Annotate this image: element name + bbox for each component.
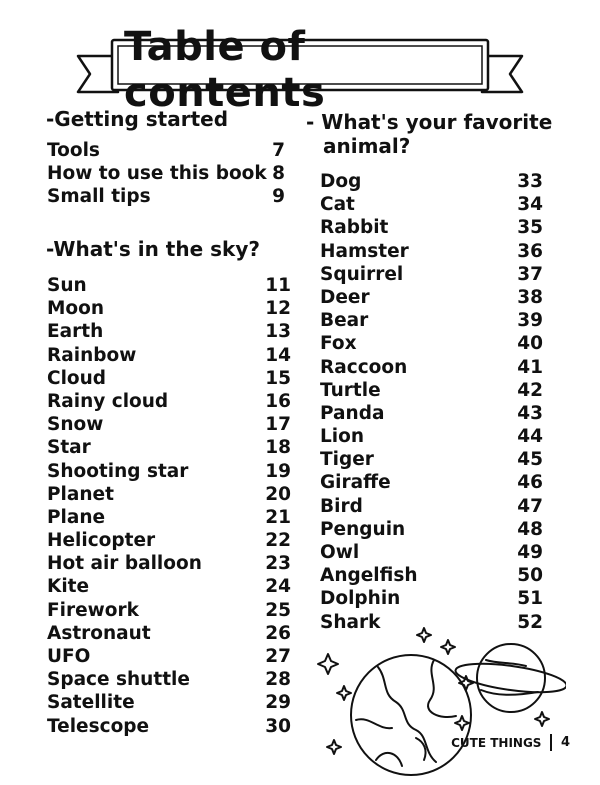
toc-entry	[320, 402, 543, 425]
toc-entry-page: 14	[265, 344, 291, 366]
toc-entry-label: Cloud	[47, 367, 107, 389]
toc-entry	[47, 645, 291, 668]
toc-entry-page: 43	[517, 402, 543, 424]
toc-entry	[320, 240, 543, 263]
toc-entry-label: Hamster	[320, 240, 409, 262]
toc-entry-page: 41	[517, 356, 543, 378]
footer-divider	[550, 734, 552, 751]
toc-entry-label: Plane	[47, 506, 106, 528]
section-title-animals	[306, 110, 552, 158]
toc-entry-page: 45	[517, 449, 543, 471]
toc-entry	[47, 185, 285, 208]
toc-entry	[47, 390, 291, 413]
toc-entry-page: 13	[265, 321, 291, 343]
toc-entry-page: 17	[265, 414, 291, 436]
toc-entry-label: Firework	[47, 599, 139, 621]
toc-entry-page: 16	[265, 390, 291, 412]
toc-entry-label: Lion	[320, 426, 365, 448]
toc-entry-label: Earth	[47, 321, 104, 343]
toc-entry	[47, 668, 291, 691]
toc-entry-label: Star	[47, 437, 91, 459]
toc-entry-label: Hot air balloon	[47, 553, 202, 575]
toc-entry-page: 26	[265, 622, 291, 644]
toc-entry-page: 49	[517, 542, 543, 563]
toc-entry-page: 46	[517, 472, 543, 494]
section-title-animals-line2: animal?	[323, 134, 411, 158]
toc-entry	[47, 367, 291, 390]
toc-entry	[320, 379, 543, 402]
toc-entry-label: Squirrel	[320, 263, 404, 285]
toc-entry-page: 9	[272, 186, 285, 208]
toc-entry-page: 33	[517, 171, 543, 192]
toc-entry-label: Helicopter	[47, 530, 156, 552]
toc-entry	[320, 309, 543, 332]
sparkle-icon	[455, 716, 469, 730]
toc-entry-label: Snow	[47, 414, 104, 436]
toc-entry	[320, 286, 543, 309]
toc-entry-page: 36	[517, 240, 543, 262]
toc-entry-page: 27	[265, 646, 291, 667]
toc-entry	[320, 216, 543, 239]
toc-entry-page: 11	[265, 275, 291, 296]
toc-entry	[320, 495, 543, 518]
toc-entry-page: 50	[517, 565, 543, 587]
toc-entry	[47, 274, 291, 297]
footer-page-number: 4	[560, 735, 570, 750]
toc-entry-page: 42	[517, 379, 543, 401]
ringed-planet-icon	[477, 644, 545, 712]
toc-entry-label: Turtle	[320, 379, 381, 401]
toc-entry	[320, 356, 543, 379]
toc-entry	[47, 622, 291, 645]
toc-entry-label: Tiger	[320, 449, 374, 471]
toc-entry-page: 18	[265, 437, 291, 459]
toc-entry	[320, 448, 543, 471]
toc-entry-label: Space shuttle	[47, 669, 190, 691]
toc-entry	[320, 193, 543, 216]
toc-entry-label: Shark	[320, 611, 381, 633]
toc-entry-label: Shooting star	[47, 460, 189, 482]
toc-entry	[47, 552, 291, 575]
toc-entry-label: Rabbit	[320, 217, 389, 239]
toc-entry-page: 8	[272, 163, 285, 185]
toc-entry-page: 19	[265, 460, 291, 482]
list-animals	[320, 170, 543, 634]
toc-entry-label: Penguin	[320, 518, 406, 540]
toc-entry	[47, 413, 291, 436]
toc-entry-label: Planet	[47, 483, 114, 505]
toc-entry-label: Dolphin	[320, 588, 401, 610]
toc-entry-page: 37	[517, 263, 543, 285]
toc-entry	[47, 506, 291, 529]
toc-entry-page: 29	[265, 692, 291, 714]
toc-entry-label: UFO	[47, 646, 91, 667]
list-sky	[47, 274, 291, 738]
toc-entry-label: Angelfish	[320, 565, 418, 587]
planet-icon	[351, 655, 471, 775]
toc-entry	[47, 715, 291, 738]
toc-entry	[47, 162, 285, 185]
toc-entry-page: 15	[265, 367, 291, 389]
toc-entry-label: Satellite	[47, 692, 135, 714]
toc-entry-page: 12	[265, 298, 291, 320]
toc-entry-label: Rainbow	[47, 344, 137, 366]
toc-entry	[320, 564, 543, 587]
toc-entry-page: 25	[265, 599, 291, 621]
toc-entry	[47, 483, 291, 506]
sparkle-icon	[327, 740, 341, 754]
toc-entry-page: 34	[517, 194, 543, 216]
toc-entry-label: Astronaut	[47, 622, 151, 644]
toc-entry	[47, 344, 291, 367]
toc-entry	[320, 425, 543, 448]
section-title-sky: -What's in the sky?	[46, 237, 260, 261]
toc-entry-label: Panda	[320, 402, 385, 424]
toc-entry-page: 51	[517, 588, 543, 610]
footer-brand: CUTE THINGS	[451, 735, 542, 750]
page-title: Table of contents	[124, 24, 326, 116]
toc-entry-page: 23	[265, 553, 291, 575]
toc-entry-label: Cat	[320, 194, 355, 216]
toc-entry	[320, 541, 543, 564]
toc-entry-page: 44	[517, 426, 543, 448]
page-footer	[451, 734, 570, 751]
toc-entry	[320, 518, 543, 541]
toc-entry-label: Sun	[47, 275, 87, 296]
toc-entry-label: Deer	[320, 286, 370, 308]
toc-entry-label: Moon	[47, 298, 104, 320]
toc-entry-page: 28	[265, 669, 291, 691]
toc-entry	[47, 529, 291, 552]
sparkle-icon	[318, 654, 338, 674]
toc-entry	[47, 320, 291, 343]
toc-entry-page: 24	[265, 576, 291, 598]
toc-entry	[320, 170, 543, 193]
toc-entry-label: Raccoon	[320, 356, 408, 378]
toc-entry	[47, 297, 291, 320]
toc-entry-label: How to use this book	[47, 163, 267, 185]
section-title-getting-started: -Getting started	[46, 107, 229, 131]
toc-entry-page: 30	[265, 715, 291, 737]
toc-entry-page: 39	[517, 310, 543, 332]
toc-entry-label: Bear	[320, 310, 369, 332]
toc-entry-page: 40	[517, 333, 543, 355]
toc-entry-label: Small tips	[47, 186, 151, 208]
toc-entry-page: 47	[517, 495, 543, 517]
toc-entry-label: Giraffe	[320, 472, 391, 494]
toc-entry-label: Telescope	[47, 715, 150, 737]
toc-entry	[320, 587, 543, 610]
toc-entry-label: Tools	[47, 140, 100, 161]
sparkle-icon	[535, 712, 549, 726]
section-title-animals-line1: - What's your favorite	[306, 110, 553, 134]
toc-entry-page: 52	[517, 611, 543, 633]
toc-entry	[320, 332, 543, 355]
toc-entry-page: 21	[265, 506, 291, 528]
toc-entry	[47, 460, 291, 483]
toc-entry-page: 35	[517, 217, 543, 239]
toc-entry-page: 20	[265, 483, 291, 505]
toc-entry-page: 7	[272, 140, 285, 161]
toc-entry-label: Kite	[47, 576, 90, 598]
toc-entry-page: 38	[517, 286, 543, 308]
sparkle-icon	[459, 676, 473, 690]
toc-entry-label: Bird	[320, 495, 363, 517]
toc-entry-label: Fox	[320, 333, 357, 355]
toc-entry	[47, 691, 291, 714]
toc-entry-label: Dog	[320, 171, 362, 192]
toc-entry-label: Owl	[320, 542, 360, 563]
sparkle-icon	[441, 640, 455, 654]
toc-entry	[47, 139, 285, 162]
toc-entry	[47, 575, 291, 598]
sparkle-icon	[417, 628, 431, 642]
toc-entry	[320, 471, 543, 494]
toc-entry	[320, 263, 543, 286]
list-getting-started	[47, 139, 285, 209]
planets-illustration	[316, 620, 566, 785]
toc-entry-page: 22	[265, 530, 291, 552]
toc-entry-page: 48	[517, 518, 543, 540]
toc-entry	[47, 599, 291, 622]
toc-entry-label: Rainy cloud	[47, 390, 169, 412]
toc-entry	[47, 436, 291, 459]
sparkle-icon	[337, 686, 351, 700]
